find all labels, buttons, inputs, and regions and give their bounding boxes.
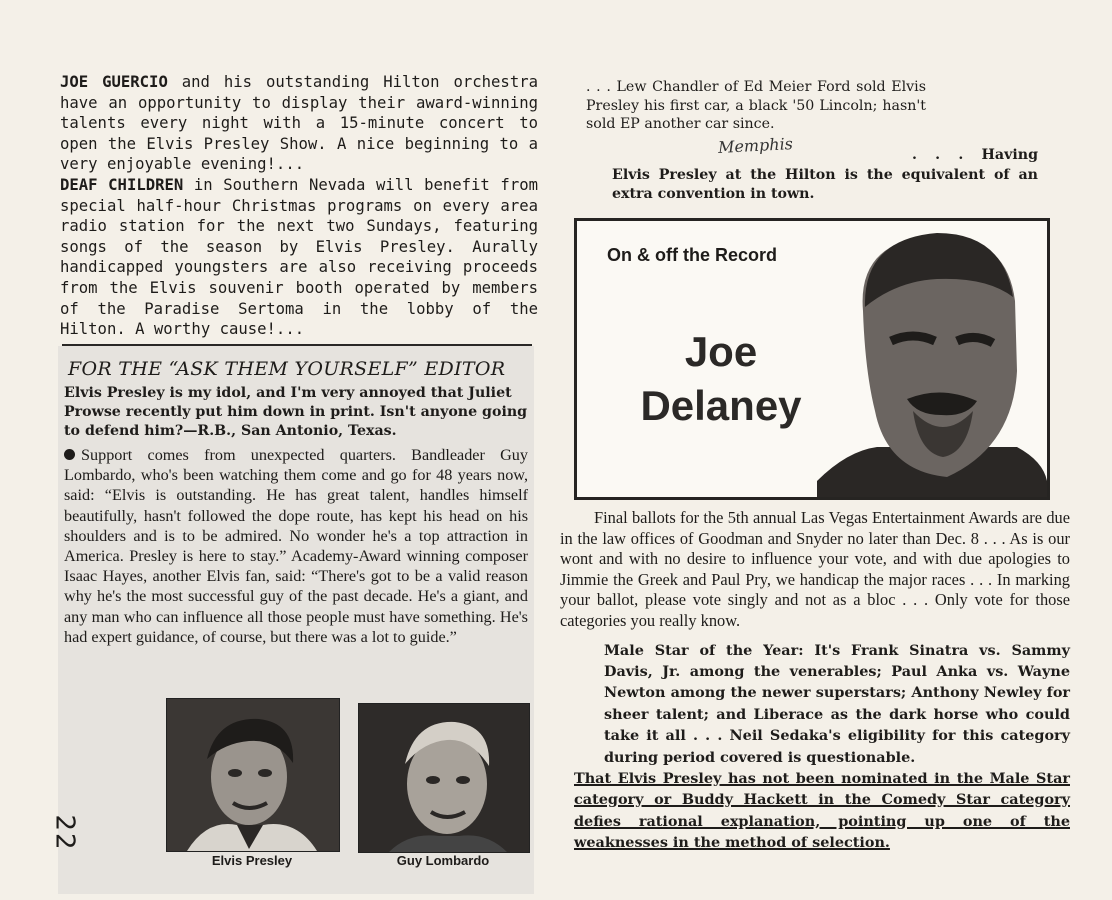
elvis-presley-photo bbox=[166, 698, 340, 852]
ask-answer bbox=[64, 445, 528, 647]
elvis-presley-caption: Elvis Presley bbox=[211, 853, 293, 868]
ask-question: Elvis Presley is my idol, and I'm very annoyed that Juliet Prowse recently put him down in print. Isn't anyone going to defend him?—R.B., San Antonio, Texas. bbox=[64, 385, 528, 439]
elvis-portrait-icon bbox=[167, 699, 339, 851]
hilton-text: . . . Having Elvis Presley at the Hilton is the equivalent of an extra convention in town. bbox=[612, 147, 1038, 203]
male-star-paragraph: Male Star of the Year: It's Frank Sinatra vs. Sammy Davis, Jr. among the venerables; Paul Anka vs. Wayne Newton among the newer superstars; Anthony Newley for sheer talent; and Liberace as the dark horse who could take it all . . . Neil Sedaka's eligibility for this category during period covered is questionable. bbox=[604, 641, 1070, 766]
guy-lombardo-photo bbox=[358, 703, 530, 853]
column-label: On & off the Record bbox=[607, 245, 777, 265]
guercio-text: and his outstanding Hilton orchestra have an opportunity to display their award-winning talents every night with a 15-minute concert to open the Elvis Presley Show. A nice beginning to a very enjoyable evening!... bbox=[60, 73, 538, 174]
deaf-children-item bbox=[60, 175, 538, 340]
bullet-icon bbox=[64, 449, 75, 460]
ask-heading: FOR THE “ASK THEM YOURSELF” EDITOR bbox=[68, 358, 506, 380]
page-number: 22 bbox=[49, 814, 80, 852]
column-header-box bbox=[574, 218, 1050, 500]
chandler-item bbox=[586, 78, 926, 134]
delaney-portrait-icon bbox=[817, 221, 1047, 497]
deaf-children-lead: DEAF CHILDREN bbox=[60, 175, 184, 194]
ask-answer-text: Support comes from unexpected quarters. Bandleader Guy Lombardo, who's been watching them come and go for 48 years now, said: “Elvis is outstanding. He has great talent, handles himself beautifully, hasn't followed the dope route, has kept his head on his shoulders and is to be admired. No wonder he's a top attraction in America. Presley is here to stay.” Academy-Award winning composer Isaac Hayes, another Elvis fan, said: “There's got to be a valid reason why he's the most successful guy of the past decade. He's a giant, and any man who can influence all those people must have something. He's had expert guidance, of course, but there was a lot to guide.” bbox=[64, 446, 528, 646]
columnist-name: Joe Delaney bbox=[640, 328, 802, 429]
lombardo-portrait-icon bbox=[359, 704, 529, 852]
columnist-photo bbox=[817, 221, 1047, 497]
awards-article bbox=[560, 508, 1070, 854]
nomination-note-paragraph: That Elvis Presley has not been nominated in the Male Star category or Buddy Hackett in the Comedy Star category defies rational explanation, pointing up one of the weaknesses in the method of selection. bbox=[574, 770, 1070, 852]
ballots-paragraph: Final ballots for the 5th annual Las Vegas Entertainment Awards are due in the law offices of Goodman and Snyder no later than Dec. 8 . . . As is our wont and with no desire to influence your vote, and with due apologies to Jimmie the Greek and Paul Pry, we handicap the major races . . . In marking your ballot, please vote singly and not as a bloc . . . Only vote for those categories you really know. bbox=[560, 508, 1070, 630]
left-column-items bbox=[56, 70, 542, 342]
guy-lombardo-caption: Guy Lombardo bbox=[396, 853, 490, 868]
handwritten-note: Memphis bbox=[717, 134, 794, 157]
guercio-item bbox=[60, 72, 538, 175]
hilton-item bbox=[612, 146, 1038, 205]
chandler-text: . . . Lew Chandler of Ed Meier Ford sold Elvis Presley his first car, a black '50 Lincoln; hasn't sold EP another car since. bbox=[586, 79, 926, 133]
deaf-children-text: in Southern Nevada will benefit from special half-hour Christmas programs on every area radio station for the next two Sundays, featuring songs of the season by Elvis Presley. Aurally handicapped youngsters are also receiving proceeds from the Elvis souvenir booth operated by members of the Paradise Sertoma in the lobby of the Hilton. A worthy cause!... bbox=[60, 175, 538, 339]
guercio-lead: JOE GUERCIO bbox=[60, 73, 168, 91]
